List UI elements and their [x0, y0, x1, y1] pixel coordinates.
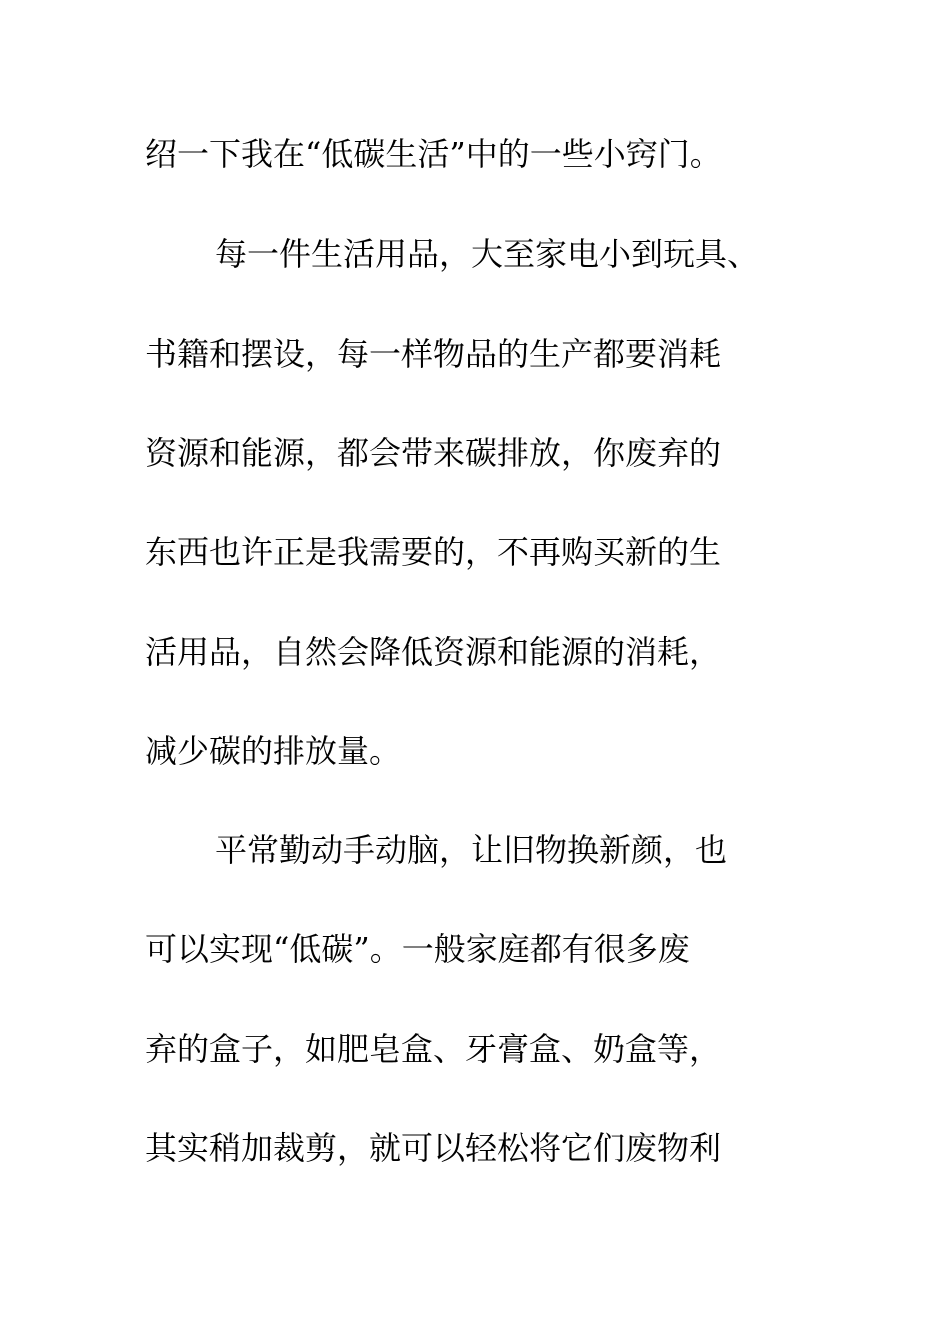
text-line: 绍一下我在“低碳生活”中的一些小窍门。: [145, 135, 722, 173]
text-line: 东西也许正是我需要的，不再购买新的生: [145, 533, 722, 571]
text-line: 减少碳的排放量。: [145, 732, 402, 770]
text-line: 活用品，自然会降低资源和能源的消耗，: [145, 633, 722, 671]
text-line: 其实稍加裁剪，就可以轻松将它们废物利: [145, 1129, 722, 1167]
text-line: 可以实现“低碳”。一般家庭都有很多废: [145, 930, 690, 968]
text-line: 资源和能源，都会带来碳排放，你废弃的: [145, 434, 722, 472]
text-line: 书籍和摆设，每一样物品的生产都要消耗: [145, 335, 722, 373]
paragraph-first-line: 平常勤动手动脑，让旧物换新颜，也: [215, 831, 728, 869]
paragraph-first-line: 每一件生活用品，大至家电小到玩具、: [215, 235, 760, 273]
text-line: 弃的盒子，如肥皂盒、牙膏盒、奶盒等，: [145, 1030, 722, 1068]
